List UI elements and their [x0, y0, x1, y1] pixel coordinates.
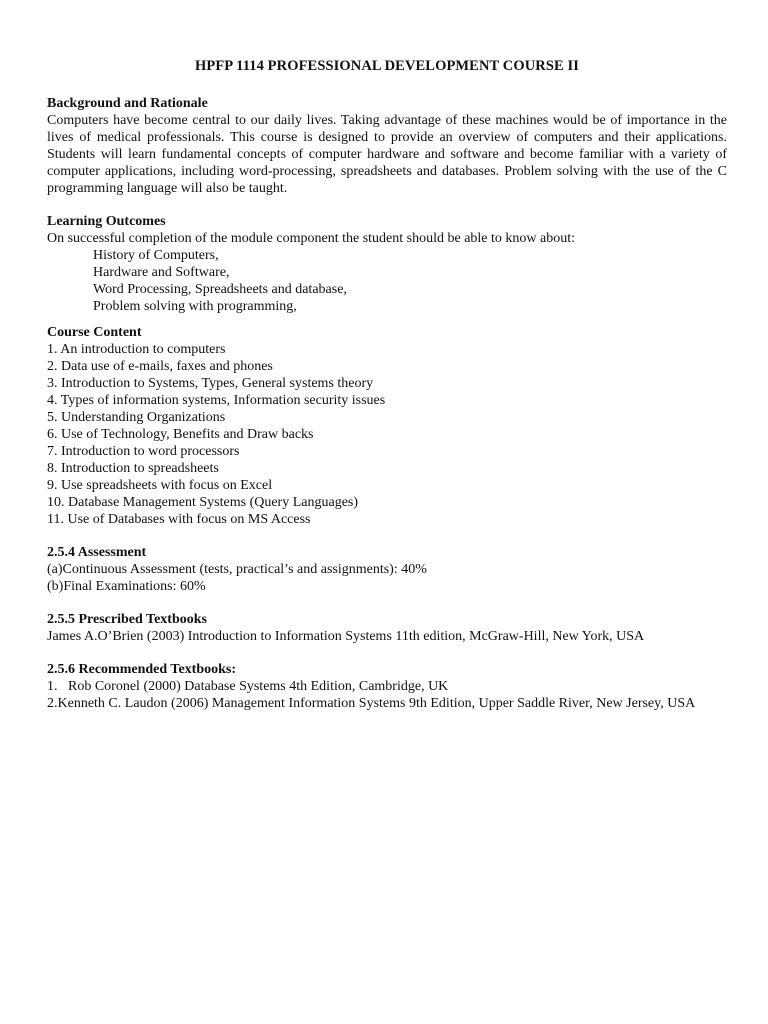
- document-page: [47, 58, 727, 712]
- assessment-section: [47, 544, 727, 595]
- list-item: 8. Introduction to spreadsheets: [47, 461, 219, 476]
- list-item: 6. Use of Technology, Benefits and Draw backs: [47, 427, 314, 442]
- recommended-heading: 2.5.6 Recommended Textbooks:: [47, 662, 237, 677]
- content-heading: Course Content: [47, 325, 142, 340]
- list-item: 5. Understanding Organizations: [47, 410, 226, 425]
- list-item: 11. Use of Databases with focus on MS Access: [47, 512, 311, 527]
- background-heading: Background and Rationale: [47, 96, 208, 111]
- assessment-item: (b)Final Examinations: 60%: [47, 579, 206, 594]
- list-item: 3. Introduction to Systems, Types, General systems theory: [47, 376, 374, 391]
- document-title: HPFP 1114 PROFESSIONAL DEVELOPMENT COURSE II: [194, 58, 580, 74]
- list-item: 2. Data use of e-mails, faxes and phones: [47, 359, 273, 374]
- list-item: 1. An introduction to computers: [47, 342, 226, 357]
- prescribed-item: James A.O’Brien (2003) Introduction to Information Systems 11th edition, McGraw-Hill, New York, USA: [47, 629, 645, 644]
- list-item: 4. Types of information systems, Information security issues: [47, 393, 386, 408]
- outcomes-list: [47, 247, 727, 315]
- recommended-section: [47, 661, 727, 712]
- background-text: Computers have become central to our daily lives. Taking advantage of these machines would be of importance in the lives of medical professionals. This course is designed to provide an overview of computers and their applications. Students will learn fundamental concepts of computer hardware and software and become familiar with a variety of computer applications, including word-processing, spreadsheets and databases. Problem solving with the use of the C programming language will also be taught.: [47, 113, 727, 196]
- list-item: Word Processing, Spreadsheets and database,: [93, 282, 347, 297]
- assessment-item: (a)Continuous Assessment (tests, practical’s and assignments): 40%: [47, 562, 427, 577]
- list-item: History of Computers,: [93, 248, 219, 263]
- outcomes-heading: Learning Outcomes: [47, 214, 166, 229]
- list-item: Hardware and Software,: [93, 265, 230, 280]
- recommended-item: 1. Rob Coronel (2000) Database Systems 4th Edition, Cambridge, UK: [47, 679, 449, 694]
- prescribed-section: [47, 611, 727, 645]
- background-section: [47, 95, 727, 197]
- outcomes-section: [47, 213, 727, 315]
- recommended-item: 2.Kenneth C. Laudon (2006) Management Information Systems 9th Edition, Upper Saddle River, New Jersey, USA: [47, 696, 696, 711]
- content-section: [47, 324, 727, 528]
- outcomes-intro: On successful completion of the module component the student should be able to know about:: [47, 231, 576, 246]
- content-list: [47, 341, 727, 528]
- list-item: 9. Use spreadsheets with focus on Excel: [47, 478, 273, 493]
- list-item: Problem solving with programming,: [93, 299, 297, 314]
- list-item: 10. Database Management Systems (Query Languages): [47, 495, 359, 510]
- prescribed-heading: 2.5.5 Prescribed Textbooks: [47, 612, 207, 627]
- assessment-heading: 2.5.4 Assessment: [47, 545, 147, 560]
- list-item: 7. Introduction to word processors: [47, 444, 240, 459]
